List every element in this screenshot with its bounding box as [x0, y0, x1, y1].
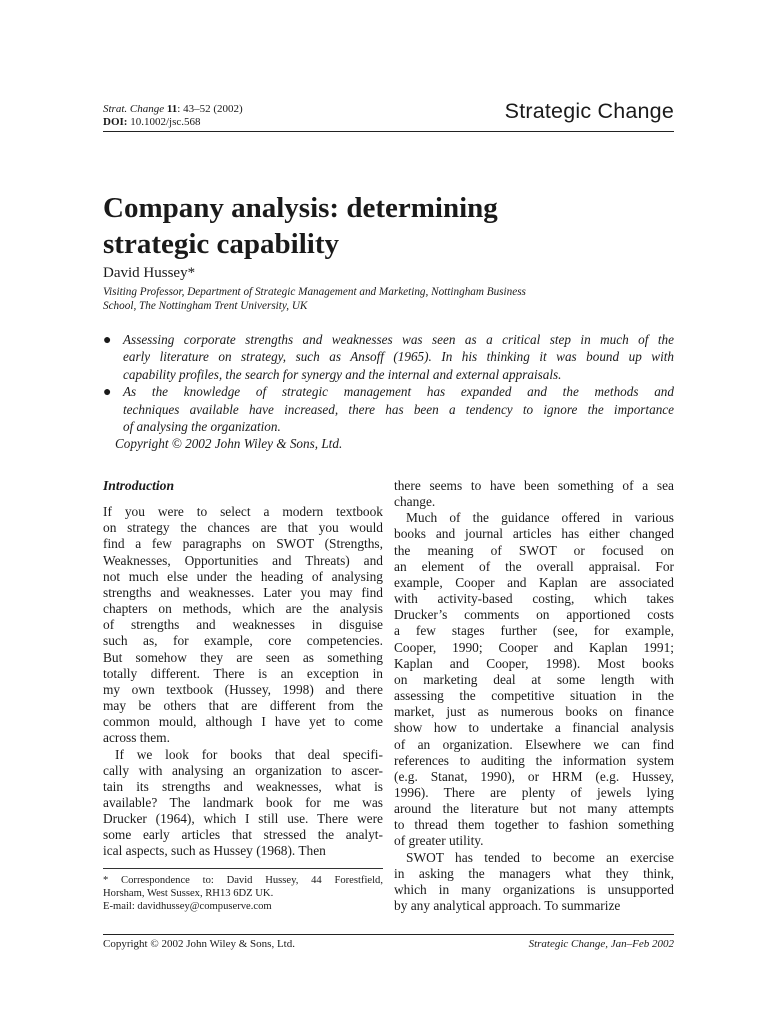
body-line: by any analytical approach. To summarize: [394, 898, 621, 914]
body-line: Kaplan and Cooper, 1998). Most books: [394, 655, 674, 671]
body-line: there seems to have been something of a sea: [394, 478, 674, 493]
body-line: around the literature but not many attempts: [394, 801, 674, 817]
body-line: across them.: [103, 730, 170, 746]
body-line: of greater utility.: [394, 833, 484, 849]
body-line: (e.g. Stanat, 1990), or HRM (e.g. Hussey,: [394, 768, 674, 784]
citation-volume: 11: [166, 103, 178, 115]
body-line: of an organization. Elsewhere we can find: [394, 736, 674, 752]
body-column-left: [103, 478, 383, 860]
bullet-icon: ●: [103, 385, 112, 401]
section-heading: Introduction: [103, 478, 175, 493]
body-line: common mould, although I have yet to come: [103, 714, 383, 730]
body-line: assessing the competitive situation in the: [394, 688, 674, 704]
body-line: Drucker (1964), which I still use. There were: [103, 811, 383, 827]
author-affiliation: [103, 285, 674, 313]
body-line: tain its strengths and weaknesses, what is: [103, 778, 383, 794]
body-line: of strengths and weaknesses in disguise: [103, 617, 383, 633]
body-line: not much else under the heading of analysing: [103, 568, 383, 584]
body-line: Much of the guidance offered in various: [406, 510, 674, 526]
citation-line: [103, 103, 243, 116]
body-line: an element of the overall appraisal. For: [394, 558, 674, 574]
body-line: on marketing deal at some length with: [394, 671, 674, 687]
bullet-icon: ●: [103, 333, 112, 348]
abstract-item: [103, 383, 674, 435]
body-line: some early articles that stressed the analyt-: [103, 827, 383, 843]
doi-label: DOI:: [103, 116, 128, 128]
body-line: change.: [394, 494, 436, 510]
abstract-line: techniques available have increased, there has been a tendency to ignore the importance: [123, 401, 674, 417]
body-column-right: [394, 478, 674, 914]
citation-pages: : 43–52 (2002): [177, 103, 243, 115]
footer-copyright: Copyright © 2002 John Wiley & Sons, Ltd.: [103, 938, 295, 950]
body-line: 1996). There are plenty of jewels lying: [394, 784, 674, 800]
abstract: [103, 331, 674, 453]
abstract-line: of analysing the organization.: [123, 419, 281, 435]
title-line: Company analysis: determining: [103, 192, 498, 224]
footer-issue: Strategic Change, Jan–Feb 2002: [528, 938, 674, 950]
body-line: on strategy the chances are that you would: [103, 520, 383, 536]
affiliation-line: School, The Nottingham Trent University, UK: [103, 300, 308, 312]
body-line: in asking the managers what they think,: [394, 865, 674, 881]
footnote-line: Horsham, West Sussex, RH13 6DZ UK.: [103, 888, 274, 899]
abstract-line: As the knowledge of strategic management has expanded and the methods and: [123, 384, 674, 400]
body-line: a few stages further (see, for example,: [394, 623, 674, 639]
body-line: my own textbook (Hussey, 1998) and there: [103, 681, 383, 697]
body-line: SWOT has tended to become an exercise: [406, 849, 674, 865]
header-rule: [103, 131, 674, 132]
abstract-line: early literature on strategy, such as Ansoff (1965). In his thinking it was bound up with: [123, 349, 674, 365]
body-line: references to auditing the information system: [394, 752, 674, 768]
citation-journal: Strat. Change: [103, 103, 165, 115]
journal-name: Strategic Change: [504, 99, 674, 123]
body-line: strengths and weaknesses. Later you may find: [103, 584, 383, 600]
body-line: Drucker’s comments on apportioned costs: [394, 607, 674, 623]
body-line: show how to undertake a financial analysis: [394, 720, 674, 736]
abstract-line: capability profiles, the search for synergy and the internal and external appraisals.: [123, 366, 562, 382]
footer-rule: [103, 934, 674, 935]
body-line: may be others that are different from the: [103, 698, 383, 714]
doi-value: 10.1002/jsc.568: [127, 116, 201, 128]
citation-block: [103, 103, 243, 129]
body-line: cally with analysing an organization to ascer-: [103, 762, 383, 778]
body-line: which in many organizations is unsupported: [394, 881, 674, 897]
body-line: Cooper, 1990; Cooper and Kaplan 1991;: [394, 639, 674, 655]
body-line: chapters on methods, which are the analysis: [103, 601, 383, 617]
body-line: totally different. There is an exception in: [103, 665, 383, 681]
abstract-copyright: Copyright © 2002 John Wiley & Sons, Ltd.: [115, 436, 343, 452]
footnote-line: E-mail: davidhussey@compuserve.com: [103, 901, 272, 912]
body-line: If you were to select a modern textbook: [103, 504, 383, 520]
body-line: market, just as numerous books on finance: [394, 704, 674, 720]
footnote-rule: [103, 868, 383, 869]
article-title: [103, 190, 683, 262]
body-line: to thread them together to fashion something: [394, 817, 674, 833]
footnote-line: * Correspondence to: David Hussey, 44 Forestfield,: [103, 875, 383, 886]
abstract-line: Assessing corporate strengths and weaknesses was seen as a critical step in much of the: [123, 332, 674, 347]
body-line: But somehow they are seen as something: [103, 649, 383, 665]
author-name: David Hussey*: [103, 265, 196, 281]
body-line: ical aspects, such as Hussey (1968). Then: [103, 843, 326, 859]
body-line: example, Cooper and Kaplan are associated: [394, 574, 674, 590]
body-line: books and journal articles has either changed: [394, 526, 674, 542]
body-line: with activity-based costing, which takes: [394, 591, 674, 607]
body-line: available? The landmark book for me was: [103, 794, 383, 810]
affiliation-line: Visiting Professor, Department of Strategic Management and Marketing, Nottingham Business: [103, 286, 526, 298]
abstract-item: [103, 331, 674, 383]
body-line: find a few paragraphs on SWOT (Strengths,: [103, 536, 383, 552]
body-line: the meaning of SWOT or focused on: [394, 542, 674, 558]
body-line: such as, for example, core competencies.: [103, 633, 383, 649]
doi-line: [103, 116, 243, 129]
body-line: Weaknesses, Opportunities and Threats) and: [103, 552, 383, 568]
title-line: strategic capability: [103, 228, 339, 260]
body-line: If we look for books that deal specifi-: [115, 746, 383, 762]
correspondence-footnote: [103, 874, 383, 913]
